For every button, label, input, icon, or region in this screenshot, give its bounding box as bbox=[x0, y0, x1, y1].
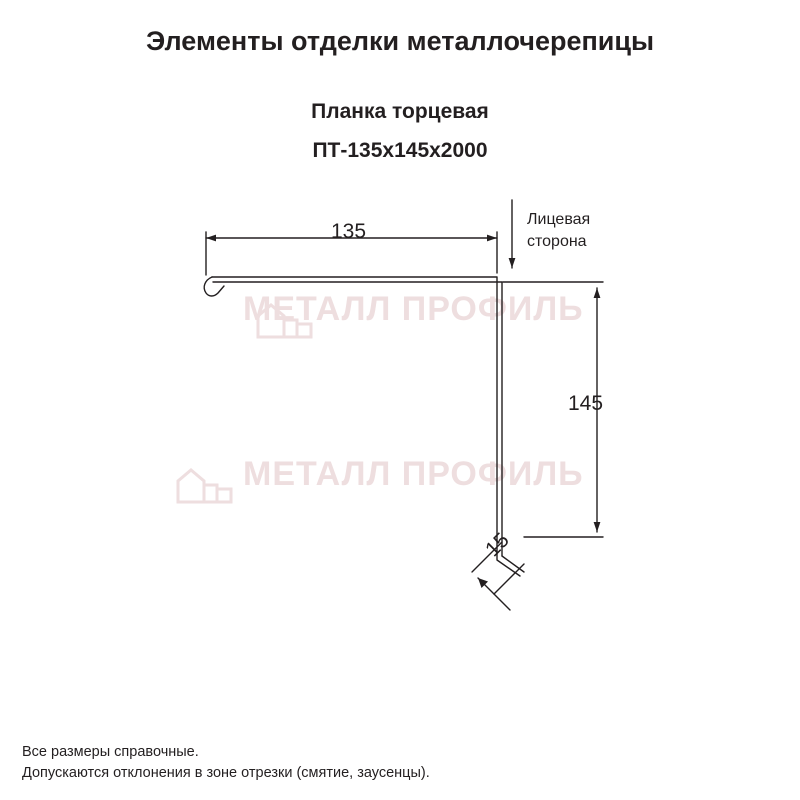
watermark-text-bottom: МЕТАЛЛ ПРОФИЛЬ bbox=[243, 455, 584, 493]
product-code: ПТ-135х145х2000 bbox=[312, 139, 488, 162]
watermark-text-top: МЕТАЛЛ ПРОФИЛЬ bbox=[243, 290, 584, 328]
footer-note-1: Все размеры справочные. bbox=[22, 744, 199, 760]
product-name: Планка торцевая bbox=[311, 100, 489, 123]
dimension-label-15: 15 bbox=[481, 528, 514, 562]
profile-drip-hook bbox=[204, 277, 224, 296]
page-title: Элементы отделки металлочерепицы bbox=[145, 26, 655, 56]
arrow-left-135 bbox=[206, 235, 216, 242]
face-side-line-1: Лицевая bbox=[527, 211, 591, 228]
dimension-label-145: 145 bbox=[568, 392, 604, 415]
footer-note-2: Допускаются отклонения в зоне отрезки (смятие, заусенцы). bbox=[22, 765, 430, 781]
profile-bottom-return bbox=[502, 556, 524, 572]
dimension-label-135: 135 bbox=[331, 220, 367, 243]
arrow-top-145 bbox=[594, 288, 601, 298]
face-side-line-2: сторона bbox=[527, 233, 587, 250]
arrow-face-label bbox=[509, 258, 516, 268]
profile-outline bbox=[212, 277, 520, 576]
profile-outline-inner bbox=[213, 282, 502, 556]
face-side-callout bbox=[527, 209, 590, 253]
arrow-bottom-145 bbox=[594, 522, 601, 532]
arrow-right-135 bbox=[487, 235, 497, 242]
footer-notes bbox=[22, 742, 430, 784]
